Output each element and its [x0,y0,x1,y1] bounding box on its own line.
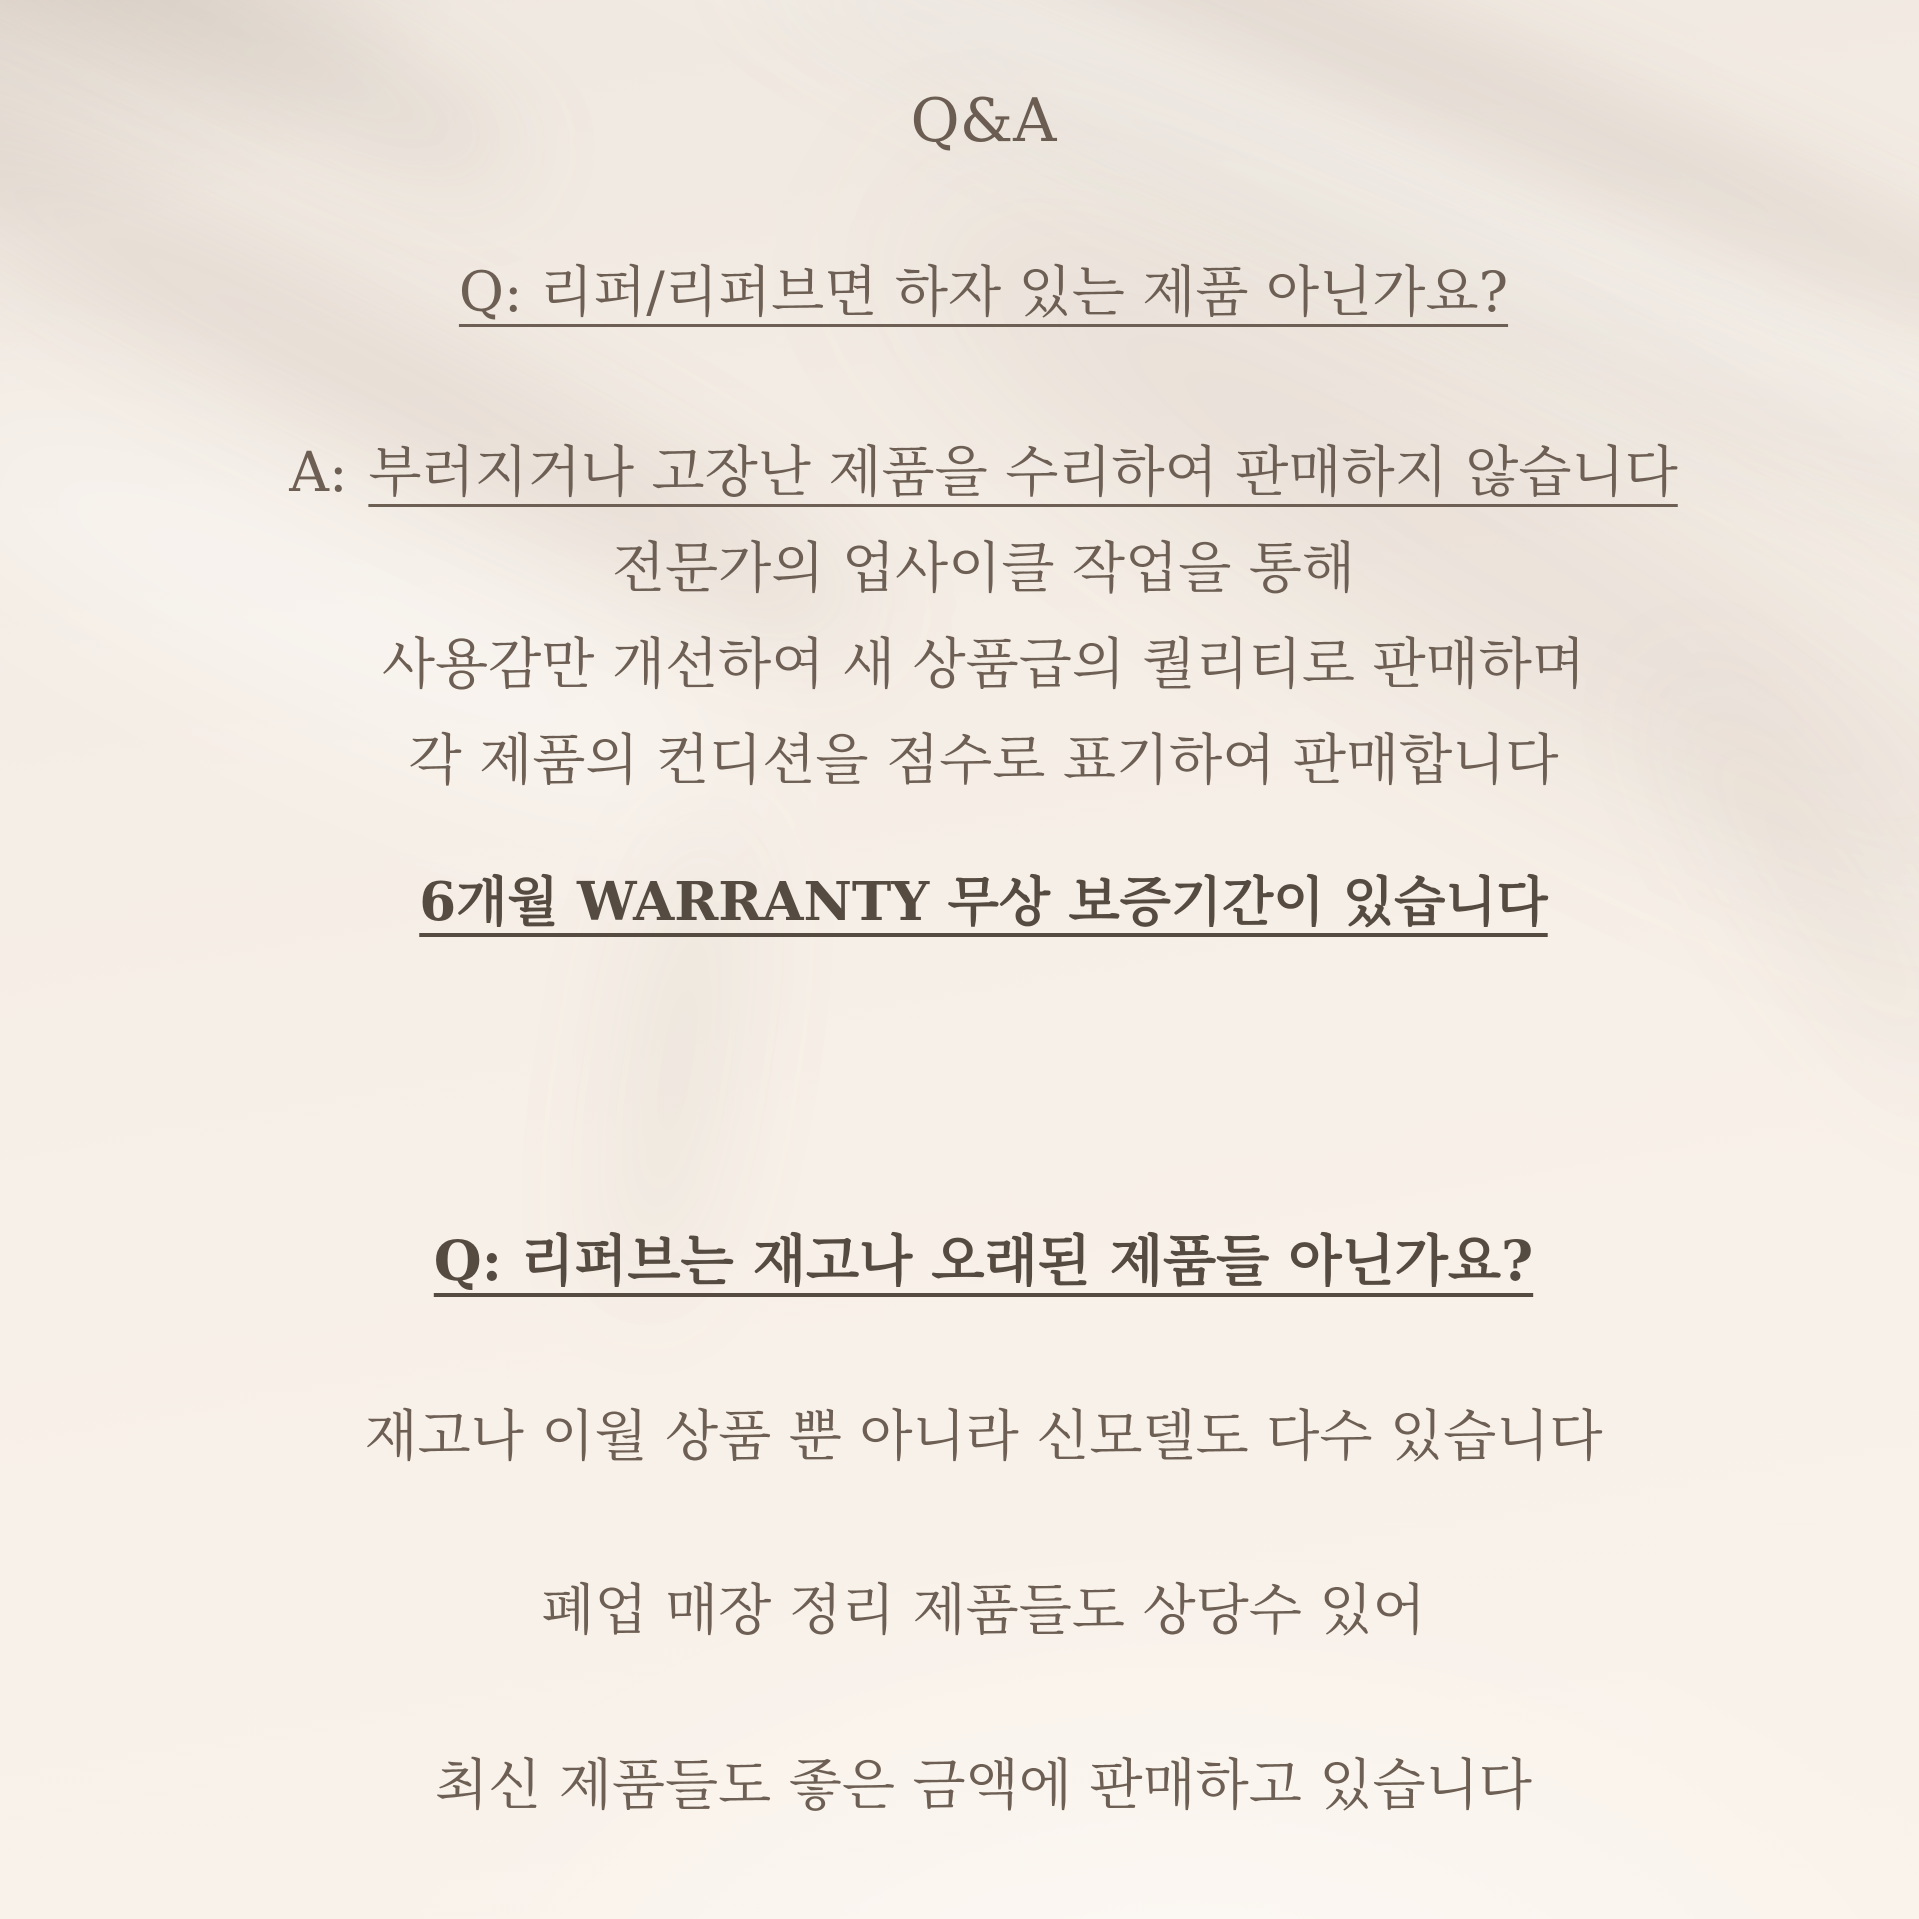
warranty-note: 6개월 WARRANTY 무상 보증기간이 있습니다 [419,871,1548,933]
question-2: Q: 리퍼브는 재고나 오래된 제품들 아닌가요? [433,1228,1534,1293]
page-title: Q&A [910,86,1057,156]
answer-1-line: 사용감만 개선하여 새 상품급의 퀄리티로 판매하며 [381,632,1586,696]
leaf-shadow-band [597,0,1919,400]
answer-1-line: 전문가의 업사이클 작업을 통해 [611,536,1356,600]
answer-2-line: 최신 제품들도 좋은 금액에 판매하고 있습니다 [435,1753,1532,1817]
answer-1-underlined-text: 부러지거나 고장난 제품을 수리하여 판매하지 않습니다 [368,440,1678,504]
light-streak [0,345,780,885]
question-1: Q: 리퍼/리퍼브면 하자 있는 제품 아닌가요? [458,260,1509,324]
answer-2-line: 재고나 이월 상품 뿐 아니라 신모델도 다수 있습니다 [364,1404,1603,1468]
answer-2-line: 폐업 매장 정리 제품들도 상당수 있어 [541,1578,1426,1642]
answer-1-line: 각 제품의 컨디션을 점수로 표기하여 판매합니다 [408,728,1559,792]
answer-prefix: A: [289,440,348,504]
answer-1-lead [24,438,1919,507]
light-streak [509,0,1919,514]
